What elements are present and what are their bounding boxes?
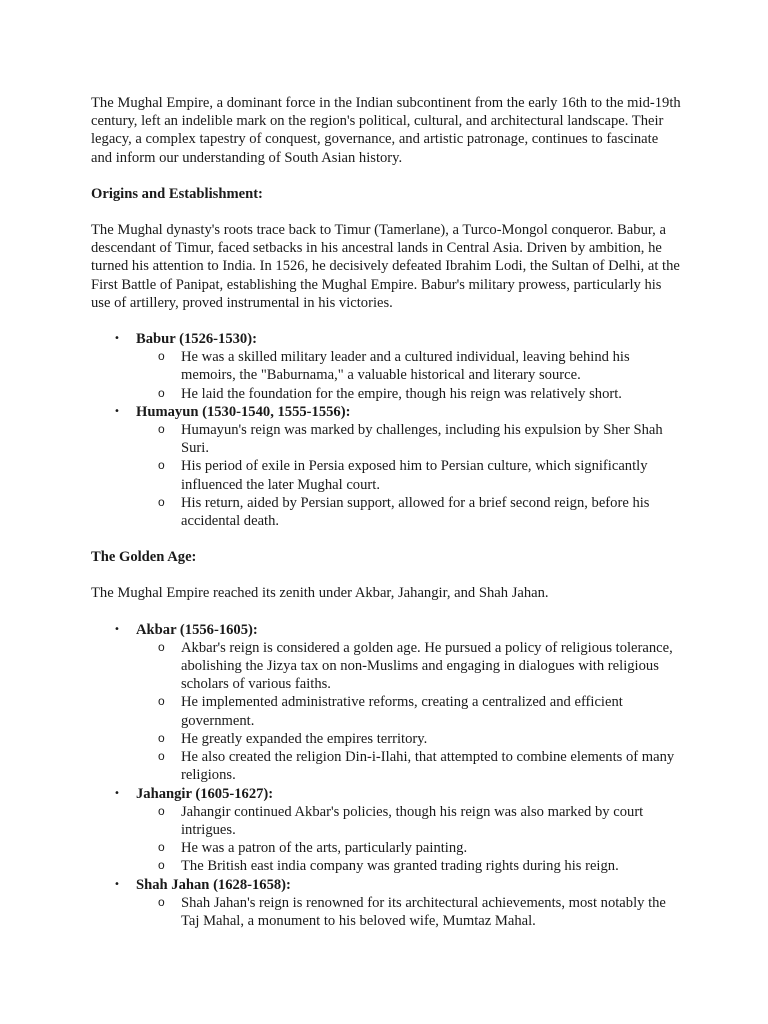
ruler-point-text: He was a skilled military leader and a cultured individual, leaving behind his memoirs, the "Baburnama," a valuable historical and literary source. [181, 349, 630, 384]
ruler-list [91, 621, 681, 930]
ruler-list [91, 330, 681, 530]
section-paragraph: The Mughal dynasty's roots trace back to Timur (Tamerlane), a Turco-Mongol conqueror. Babur, a descendant of Timur, faced setbacks in his ancestral lands in Central Asia. Driven by ambition, he turned his attention to India. In 1526, he decisively defeated Ibrahim Lodi, the Sultan of Delhi, at the First Battle of Panipat, establishing the Mughal Empire. Babur's military prowess, particularly his use of artillery, proved instrumental in his victories. [91, 222, 680, 311]
ruler-point-text: His period of exile in Persia exposed him to Persian culture, which significantly influenced the later Mughal court. [181, 458, 648, 493]
bullet-icon: • [114, 405, 120, 417]
ruler-list-item [91, 403, 681, 530]
document-body [91, 94, 681, 948]
ruler-point-text: The British east india company was granted trading rights during his reign. [181, 858, 619, 875]
ruler-point-text: Jahangir continued Akbar's policies, though his reign was also marked by court intrigues. [181, 803, 644, 838]
ruler-point [136, 385, 681, 403]
ruler-point [136, 421, 681, 457]
ruler-title: Babur (1526-1530): [136, 331, 257, 348]
ruler-point-text: He was a patron of the arts, particularly painting. [181, 840, 468, 857]
bullet-icon: • [114, 787, 120, 799]
ruler-point [136, 857, 681, 875]
circle-bullet-icon: o [158, 494, 165, 509]
ruler-point-text: Akbar's reign is considered a golden age. He pursued a policy of religious tolerance, abolishing the Jizya tax on non-Muslims and engaging in dialogues with religious scholars of various faiths. [181, 639, 673, 693]
ruler-point-text: Shah Jahan's reign is renowned for its architectural achievements, most notably the Taj Mahal, a monument to his beloved wife, Mumtaz Mahal. [181, 894, 666, 929]
ruler-title: Akbar (1556-1605): [136, 621, 258, 638]
ruler-title: Humayun (1530-1540, 1555-1556): [136, 403, 351, 420]
circle-bullet-icon: o [158, 749, 165, 764]
ruler-point [136, 457, 681, 493]
ruler-points-list [136, 894, 681, 930]
intro-paragraph: The Mughal Empire, a dominant force in the Indian subcontinent from the early 16th to the mid-19th century, left an indelible mark on the region's political, cultural, and architectural landscape. Their legacy, a complex tapestry of conquest, governance, and artistic patronage, continues to fascinate and inform our understanding of South Asian history. [91, 95, 681, 166]
ruler-point [136, 803, 681, 839]
ruler-points-list [136, 639, 681, 785]
ruler-title: Shah Jahan (1628-1658): [136, 876, 291, 893]
circle-bullet-icon: o [158, 385, 165, 400]
ruler-points-list [136, 348, 681, 403]
circle-bullet-icon: o [158, 840, 165, 855]
section-heading: Origins and Establishment: [91, 185, 263, 202]
ruler-point [136, 693, 681, 729]
bullet-icon: • [114, 333, 120, 345]
ruler-point [136, 494, 681, 530]
ruler-points-list [136, 421, 681, 530]
ruler-list-item [91, 621, 681, 785]
ruler-point-text: Humayun's reign was marked by challenges, including his expulsion by Sher Shah Suri. [181, 422, 663, 457]
ruler-list-item [91, 330, 681, 403]
ruler-title: Jahangir (1605-1627): [136, 785, 274, 802]
circle-bullet-icon: o [158, 730, 165, 745]
circle-bullet-icon: o [158, 894, 165, 909]
ruler-list-item [91, 785, 681, 876]
bullet-icon: • [114, 623, 120, 635]
circle-bullet-icon: o [158, 349, 165, 364]
bullet-icon: • [114, 878, 120, 890]
ruler-point [136, 839, 681, 857]
sections-container [91, 185, 681, 930]
circle-bullet-icon: o [158, 694, 165, 709]
ruler-point-text: He implemented administrative reforms, creating a centralized and efficient government. [181, 694, 623, 729]
ruler-point [136, 894, 681, 930]
ruler-list-item [91, 876, 681, 931]
ruler-point [136, 348, 681, 384]
ruler-point [136, 748, 681, 784]
ruler-points-list [136, 803, 681, 876]
ruler-point [136, 730, 681, 748]
ruler-point-text: His return, aided by Persian support, allowed for a brief second reign, before his accidental death. [181, 494, 650, 530]
ruler-point-text: He laid the foundation for the empire, though his reign was relatively short. [181, 385, 622, 402]
ruler-point-text: He also created the religion Din-i-Ilahi, that attempted to combine elements of many religions. [181, 749, 675, 784]
circle-bullet-icon: o [158, 858, 165, 873]
ruler-point [136, 639, 681, 694]
circle-bullet-icon: o [158, 458, 165, 473]
section-paragraph: The Mughal Empire reached its zenith under Akbar, Jahangir, and Shah Jahan. [91, 585, 549, 602]
section-heading: The Golden Age: [91, 549, 197, 566]
circle-bullet-icon: o [158, 422, 165, 437]
ruler-point-text: He greatly expanded the empires territory. [181, 730, 428, 747]
circle-bullet-icon: o [158, 639, 165, 654]
circle-bullet-icon: o [158, 803, 165, 818]
